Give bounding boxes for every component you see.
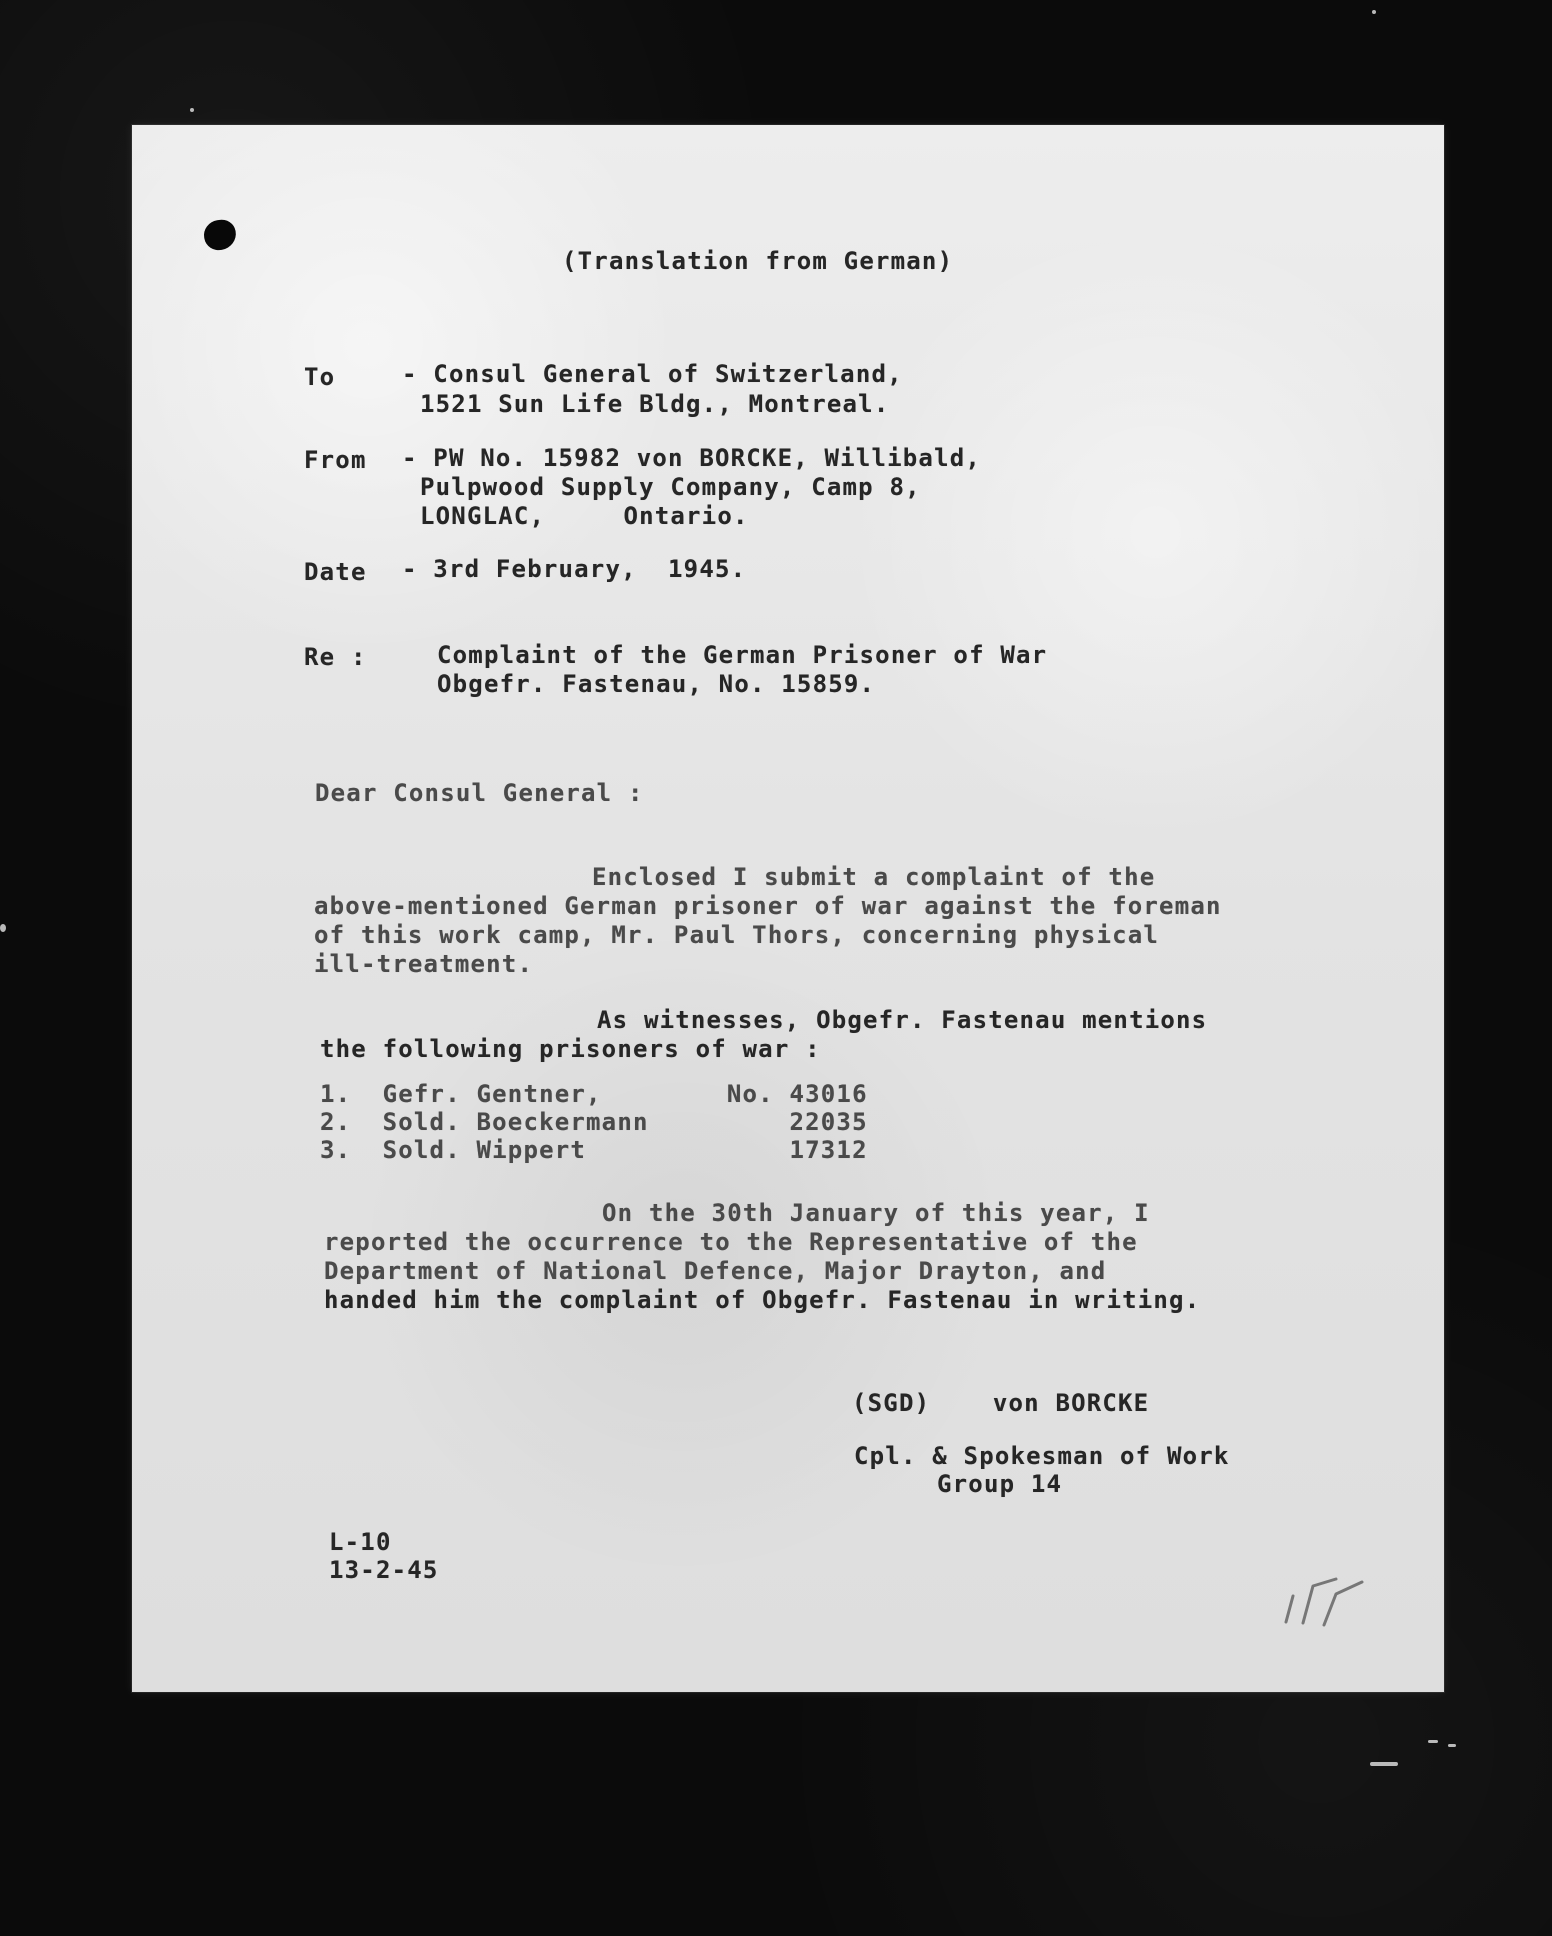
punch-hole <box>202 217 239 252</box>
from-line-3: LONGLAC, Ontario. <box>420 502 749 530</box>
paragraph-2-line-2: the following prisoners of war : <box>320 1035 821 1063</box>
re-label: Re : <box>304 643 367 671</box>
signatory-title-1: Cpl. & Spokesman of Work <box>854 1442 1230 1470</box>
film-speck <box>1372 10 1376 14</box>
signatory-title-2: Group 14 <box>937 1470 1063 1498</box>
film-speck <box>0 924 6 932</box>
to-line-2: 1521 Sun Life Bldg., Montreal. <box>420 390 890 418</box>
reference-line-2: 13-2-45 <box>329 1556 439 1584</box>
paragraph-3-line-3: Department of National Defence, Major Drayton, and <box>324 1257 1107 1285</box>
re-line-2: Obgefr. Fastenau, No. 15859. <box>437 670 876 698</box>
paragraph-1-line-3: of this work camp, Mr. Paul Thors, concerning physical <box>314 921 1160 949</box>
to-label: To <box>304 363 336 391</box>
salutation: Dear Consul General : <box>315 779 644 807</box>
paragraph-3-line-2: reported the occurrence to the Representative of the <box>324 1228 1138 1256</box>
paragraph-1-line-4: ill-treatment. <box>314 950 534 978</box>
from-line-1: - PW No. 15982 von BORCKE, Willibald, <box>402 444 982 472</box>
witness-item: 3. Sold. Wippert 17312 <box>320 1136 868 1164</box>
paragraph-3-line-4: handed him the complaint of Obgefr. Fastenau in writing. <box>324 1286 1201 1314</box>
film-speck <box>1370 1762 1398 1766</box>
film-speck <box>1428 1740 1438 1743</box>
signed-line: (SGD) von BORCKE <box>852 1389 1150 1417</box>
paragraph-1-line-1: Enclosed I submit a complaint of the <box>592 863 1156 891</box>
re-line-1: Complaint of the German Prisoner of War <box>437 641 1048 669</box>
paragraph-3-line-1: On the 30th January of this year, I <box>602 1199 1150 1227</box>
from-label: From <box>304 446 367 474</box>
handwritten-page-number <box>1277 1570 1377 1650</box>
document-title: (Translation from German) <box>562 247 954 275</box>
reference-line-1: L-10 <box>329 1528 392 1556</box>
date-label: Date <box>304 558 367 586</box>
to-line-1: - Consul General of Switzerland, <box>402 360 903 388</box>
date-value: - 3rd February, 1945. <box>402 555 747 583</box>
from-line-2: Pulpwood Supply Company, Camp 8, <box>420 473 921 501</box>
film-speck <box>1448 1744 1456 1747</box>
film-speck <box>190 108 194 112</box>
paragraph-2-line-1: As witnesses, Obgefr. Fastenau mentions <box>597 1006 1208 1034</box>
witness-item: 1. Gefr. Gentner, No. 43016 <box>320 1080 868 1108</box>
paragraph-1-line-2: above-mentioned German prisoner of war against the foreman <box>314 892 1222 920</box>
witness-item: 2. Sold. Boeckermann 22035 <box>320 1108 868 1136</box>
document-sheet <box>132 125 1444 1692</box>
